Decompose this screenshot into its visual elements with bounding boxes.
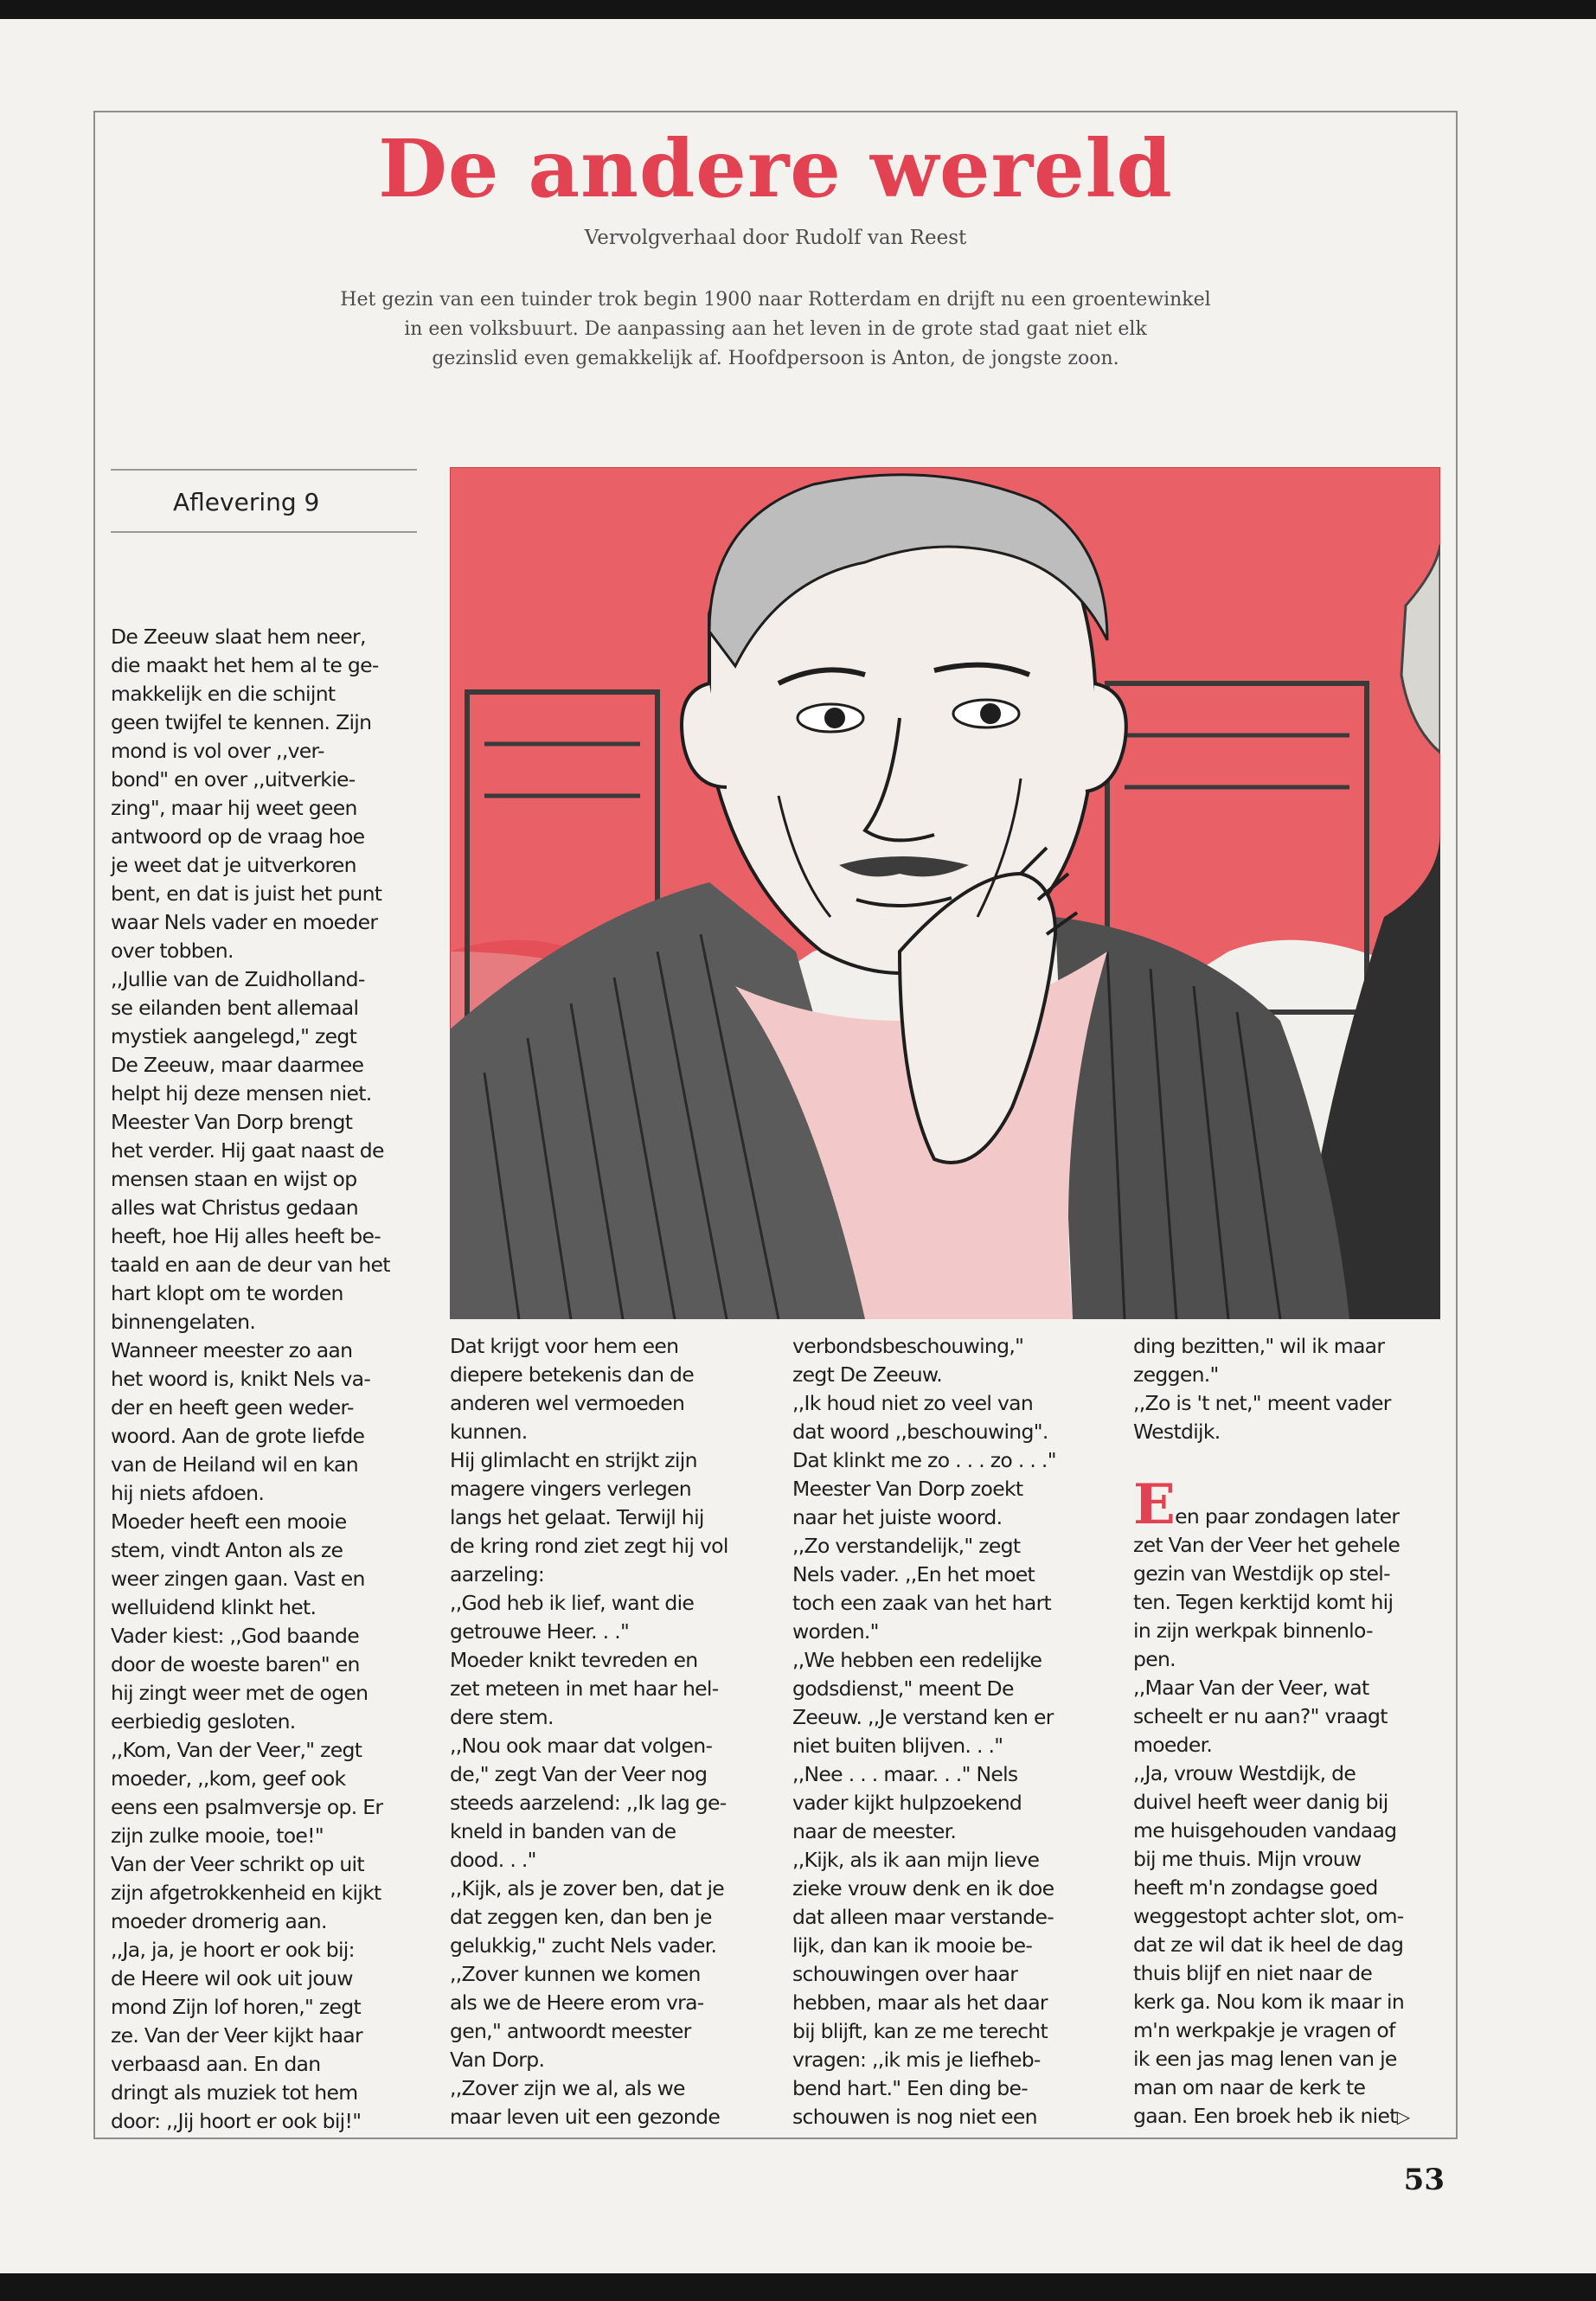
text-column-3: verbondsbeschouwing," zegt De Zeeuw. ,,Ik houd niet zo veel van dat woord ,,beschouwing". Dat klinkt me zo . . . zo . . ." Meester Van Dorp zoekt naar het juiste woord. ,,Zo verstandelijk," zegt Nels vader. ,,En het moet toch een zaak van het hart worden." ,,We hebben een redelijke godsdienst," meent De Zeeuw. ,,Je verstand ken er niet buiten blijven. . ." ,,Nee . . . maar. . ." Nels vader kijkt hulpzoekend naar de meester. ,,Kijk, als ik aan mijn lieve zieke vrouw denk en ik doe dat alleen maar verstande- lijk, dan kan ik mooie be- schouwingen over haar hebben, maar als het daar bij blijft, kan ze me terecht vragen: ,,ik mis je liefheb- bend hart." Een ding be- schouwen is nog niet een xyxy=(792,1334,1056,2129)
article-title: De andere wereld xyxy=(378,122,1173,215)
text-column-4-section xyxy=(1133,1472,1445,2131)
text-column-2: Dat krijgt voor hem een diepere betekenis dan de anderen wel vermoeden kunnen. Hij glimlacht en strijkt zijn magere vingers verlegen langs het gelaat. Terwijl hij de kring rond ziet zegt hij vol aarzeling: ,,God heb ik lief, want die getrouwe Heer. . ." Moeder knikt tevreden en zet meteen in met haar hel- dere stem. ,,Nou ook maar dat volgen- de," zegt Van der Veer nog steeds aarzelend: ,,Ik lag ge- kneld in banden van de dood. . ." ,,Kijk, als je zover ben, dat je dat zeggen ken, dan ben je gelukkig," zucht Nels vader. ,,Zover kunnen we komen als we de Heere erom vra- gen," antwoordt meester Van Dorp. ,,Zover zijn we al, als we maar leven uit een gezonde xyxy=(450,1334,728,2129)
article-intro: Het gezin van een tuinder trok begin 1900 naar Rotterdam en drijft nu een groentewinkel in een volksbuurt. De aanpassing aan het leven in de grote stad gaat niet elk gezinslid even gemakkelijk af. Hoofdpersoon is Anton, de jongste zoon. xyxy=(340,289,1211,369)
page-number: 53 xyxy=(1403,2163,1445,2197)
section-text: en paar zondagen later zet Van der Veer het gehele gezin van Westdijk op stel- ten. Tegen kerktijd komt hij in zijn werkpak binnenlo- pen. ,,Maar Van der Veer, wat scheelt er nu aan?" vraagt moeder. ,,Ja, vrouw Westdijk, de duivel heeft weer danig bij me huisgehouden vandaag bij me thuis. Mijn vrouw heeft m'n zondagse goed weggestopt achter slot, om- dat ze wil dat ik heel de dag thuis blijf en niet naar de kerk ga. Nou kom ik maar in m'n werkpakje je vragen of ik een jas mag lenen van je man om naar de kerk te gaan. Een broek heb ik niet xyxy=(1133,1504,1405,2128)
scan-bottom-edge xyxy=(0,2273,1596,2301)
article-subtitle: Vervolgverhaal door Rudolf van Reest xyxy=(584,227,967,249)
text-column-1: De Zeeuw slaat hem neer, die maakt het hem al te ge- makkelijk en die schijnt geen twijfel te kennen. Zijn mond is vol over ,,ver- bond" en over ,,uitverkie- zing", maar hij weet geen antwoord op de vraag hoe je weet dat je uitverkoren bent, en dat is juist het punt waar Nels vader en moeder over tobben. ,,Jullie van de Zuidholland- se eilanden bent allemaal mystiek aangelegd," zegt De Zeeuw, maar daarmee helpt hij deze mensen niet. Meester Van Dorp brengt het verder. Hij gaat naast de mensen staan en wijst op alles wat Christus gedaan heeft, hoe Hij alles heeft be- taald en aan de deur van het hart klopt om te worden binnengelaten. Wanneer meester zo aan het woord is, knikt Nels va- der en heeft geen weder- woord. Aan de grote liefde van de Heiland wil en kan hij niets afdoen. Moeder heeft een mooie stem, vindt Anton als ze weer zingen gaan. Vast en welluidend klinkt het. Vader kiest: ,,God baande door de woeste baren" en hij zingt weer met de ogen eerbiedig gesloten. ,,Kom, Van der Veer," zegt moeder, ,,kom, geef ook eens een psalmversje op. Er zijn zulke mooie, toe!" Van der Veer schrikt op uit zijn afgetrokkenheid en kijkt moeder dromerig aan. ,,Ja, ja, je hoort er ook bij: de Heere wil ook uit jouw mond Zijn lof horen," zegt ze. Van der Veer kijkt haar verbaasd aan. En dan dringt als muziek tot hem door: ,,Jij hoort er ook bij!" xyxy=(111,625,390,2133)
drop-cap: E xyxy=(1133,1472,1176,1537)
episode-label: Aflevering 9 xyxy=(173,488,320,516)
text-column-4-top: ding bezitten," wil ik maar zeggen." ,,Zo is 't net," meent vader Westdijk. xyxy=(1133,1334,1391,1444)
illustration-portrait xyxy=(450,467,1440,1319)
scan-top-edge xyxy=(0,0,1596,19)
episode-box xyxy=(111,469,417,533)
continue-arrow-icon: ▷ xyxy=(1396,2106,1410,2127)
